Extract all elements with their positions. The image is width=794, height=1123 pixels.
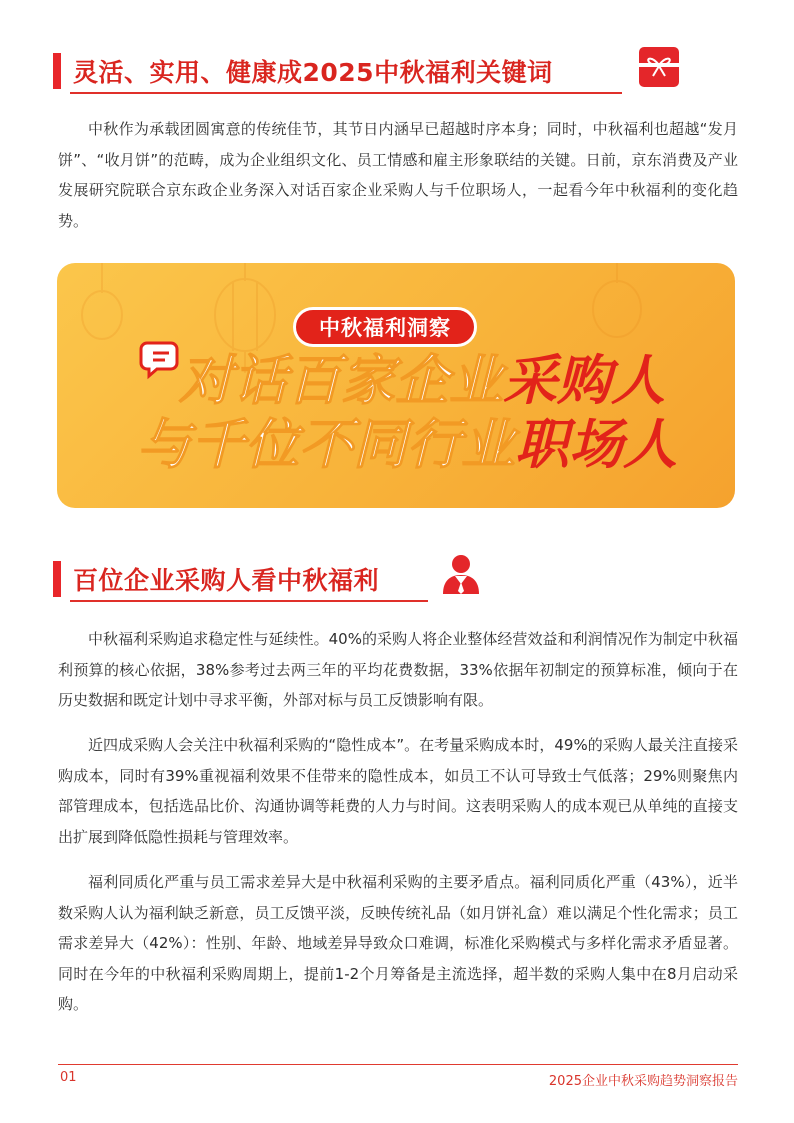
section1-underline <box>70 92 622 94</box>
banner-line1-white: 对话百家企业 <box>179 349 503 412</box>
banner-tag-label: 中秋福利洞察 <box>319 316 451 340</box>
chat-bubble-icon <box>141 343 177 376</box>
section2-title: 百位企业采购人看中秋福利 <box>73 566 380 595</box>
banner-line2 <box>137 413 677 477</box>
banner <box>57 263 735 508</box>
banner-tag <box>293 307 477 347</box>
section2-heading <box>53 556 379 602</box>
section1-title: 灵活、实用、健康成2025中秋福利关键词 <box>73 58 553 87</box>
footer-report-title: 2025企业中秋采购趋势洞察报告 <box>548 1074 738 1089</box>
banner-line1 <box>179 349 665 413</box>
section2-paragraph-2: 近四成采购人会关注中秋福利采购的“隐性成本”。在考量采购成本时，49%的采购人最关注直接采购成本，同时有39%重视福利效果不佳带来的隐性成本，如员工不认可导致士气低落；29%则聚焦内部管理成本，包括选品比价、沟通协调等耗费的人力与时间。这表明采购人的成本观已从单纯的直接支出扩展到降低隐性损耗与管理效率。 <box>58 736 738 846</box>
banner-line1-red: 采购人 <box>503 349 665 412</box>
gift-icon <box>638 46 680 88</box>
section2-underline <box>70 600 428 602</box>
footer-divider <box>58 1064 738 1065</box>
business-person-icon <box>440 553 482 595</box>
heading-accent-bar <box>53 561 61 597</box>
page-number: 01 <box>60 1070 77 1085</box>
banner-line2-red: 职场人 <box>515 413 677 476</box>
section1-paragraph: 中秋作为承载团圆寓意的传统佳节，其节日内涵早已超越时序本身；同时，中秋福利也超越“发月饼”、“收月饼”的范畴，成为企业组织文化、员工情感和雇主形象联结的关键。日前，京东消费及产业发展研究院联合京东政企业务深入对话百家企业采购人与千位职场人，一起看今年中秋福利的变化趋势。 <box>58 120 738 230</box>
section2-paragraph-1: 中秋福利采购追求稳定性与延续性。40%的采购人将企业整体经营效益和利润情况作为制定中秋福利预算的核心依据，38%参考过去两三年的平均花费数据，33%依据年初制定的预算标准，倾向于在历史数据和既定计划中寻求平衡，外部对标与员工反馈影响有限。 <box>58 630 738 709</box>
section1-heading <box>53 48 553 94</box>
section2-paragraph-3: 福利同质化严重与员工需求差异大是中秋福利采购的主要矛盾点。福利同质化严重（43%），近半数采购人认为福利缺乏新意，员工反馈平淡，反映传统礼品（如月饼礼盒）难以满足个性化需求；员工需求差异大（42%）：性别、年龄、地域差异导致众口难调，标准化采购模式与多样化需求矛盾显著。同时在今年的中秋福利采购周期上，提前1-2个月筹备是主流选择，超半数的采购人集中在8月启动采购。 <box>58 873 738 1013</box>
heading-accent-bar <box>53 53 61 89</box>
banner-line2-white: 与千位不同行业 <box>137 413 515 476</box>
